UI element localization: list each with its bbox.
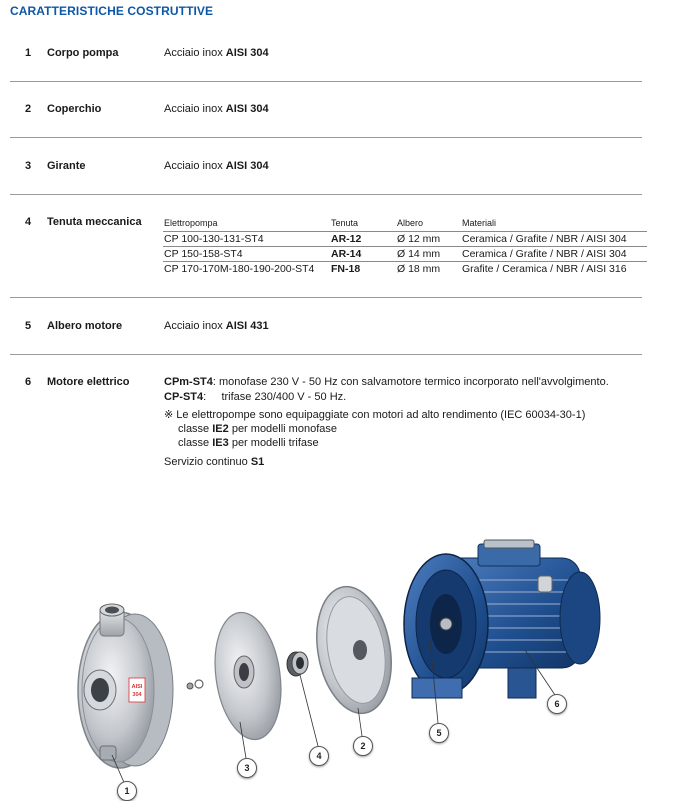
row-divider xyxy=(10,354,642,355)
callout-2: 2 xyxy=(353,736,373,756)
row-number: 5 xyxy=(25,320,32,332)
row-divider xyxy=(10,81,642,82)
callout-5: 5 xyxy=(429,723,449,743)
seal-table-header xyxy=(163,216,647,232)
header-albero: Albero xyxy=(397,217,424,228)
header-tenuta: Tenuta xyxy=(331,217,359,228)
row-name: Corpo pompa xyxy=(47,47,119,59)
table-row xyxy=(163,232,647,247)
row-divider xyxy=(10,137,642,138)
seal-table xyxy=(163,216,647,276)
cell-shaft: Ø 12 mm xyxy=(396,232,461,247)
row-value: Acciaio inox AISI 304 xyxy=(164,47,269,59)
cell-model: CP 170-170M-180-190-200-ST4 xyxy=(163,262,330,277)
row-divider xyxy=(10,194,642,195)
cell-materials: Grafite / Ceramica / NBR / AISI 316 xyxy=(461,262,647,277)
callout-4: 4 xyxy=(309,746,329,766)
aisi-logo-line2: 304 xyxy=(132,692,142,698)
callout-3: 3 xyxy=(237,758,257,778)
cell-model: CP 100-130-131-ST4 xyxy=(163,232,330,247)
motor-efficiency-note: ※ Le elettropompe sono equipaggiate con motori ad alto rendimento (IEC 60034-30-1) xyxy=(164,409,586,421)
exploded-pump-illustration xyxy=(0,500,678,800)
row-number: 6 xyxy=(25,376,32,388)
table-row xyxy=(163,247,647,262)
cell-seal: AR-12 xyxy=(330,232,396,247)
motor-duty: Servizio continuo S1 xyxy=(164,456,265,468)
motor-line-three-phase: CP-ST4: trifase 230/400 V - 50 Hz. xyxy=(164,391,347,403)
cell-seal: AR-14 xyxy=(330,247,396,262)
table-row xyxy=(163,262,647,277)
row-number: 2 xyxy=(25,103,32,115)
header-materiali: Materiali xyxy=(462,217,497,228)
pump-casing-drawing xyxy=(78,604,173,768)
row-name: Motore elettrico xyxy=(47,376,130,388)
nut-drawing xyxy=(187,680,203,689)
row-value: Acciaio inox AISI 304 xyxy=(164,103,269,115)
row-value: Acciaio inox AISI 431 xyxy=(164,320,269,332)
cell-materials: Ceramica / Grafite / NBR / AISI 304 xyxy=(461,247,647,262)
impeller-drawing xyxy=(207,608,288,744)
callout-6: 6 xyxy=(547,694,567,714)
motor-class-ie2: classe IE2 per modelli monofase xyxy=(178,423,337,435)
callout-1: 1 xyxy=(117,781,137,801)
row-number: 1 xyxy=(25,47,32,59)
row-name: Tenuta meccanica xyxy=(47,216,142,228)
section-title: CARATTERISTICHE COSTRUTTIVE xyxy=(10,4,214,18)
pump-cover-drawing xyxy=(307,581,400,720)
header-elettropompa: Elettropompa xyxy=(164,217,218,228)
motor-class-ie3: classe IE3 per modelli trifase xyxy=(178,437,319,449)
row-name: Girante xyxy=(47,160,86,172)
row-value: Acciaio inox AISI 304 xyxy=(164,160,269,172)
row-divider xyxy=(10,297,642,298)
cell-model: CP 150-158-ST4 xyxy=(163,247,330,262)
row-name: Coperchio xyxy=(47,103,102,115)
cell-shaft: Ø 14 mm xyxy=(396,247,461,262)
cell-seal: FN-18 xyxy=(330,262,396,277)
cell-materials: Ceramica / Grafite / NBR / AISI 304 xyxy=(461,232,647,247)
cell-shaft: Ø 18 mm xyxy=(396,262,461,277)
row-number: 4 xyxy=(25,216,32,228)
mechanical-seal-drawing xyxy=(287,652,308,676)
row-number: 3 xyxy=(25,160,32,172)
motor-line-single-phase: CPm-ST4: monofase 230 V - 50 Hz con salvamotore termico incorporato nell'avvolgimento. xyxy=(164,376,609,388)
row-name: Albero motore xyxy=(47,320,123,332)
aisi-logo-line1: AISI xyxy=(131,684,143,690)
